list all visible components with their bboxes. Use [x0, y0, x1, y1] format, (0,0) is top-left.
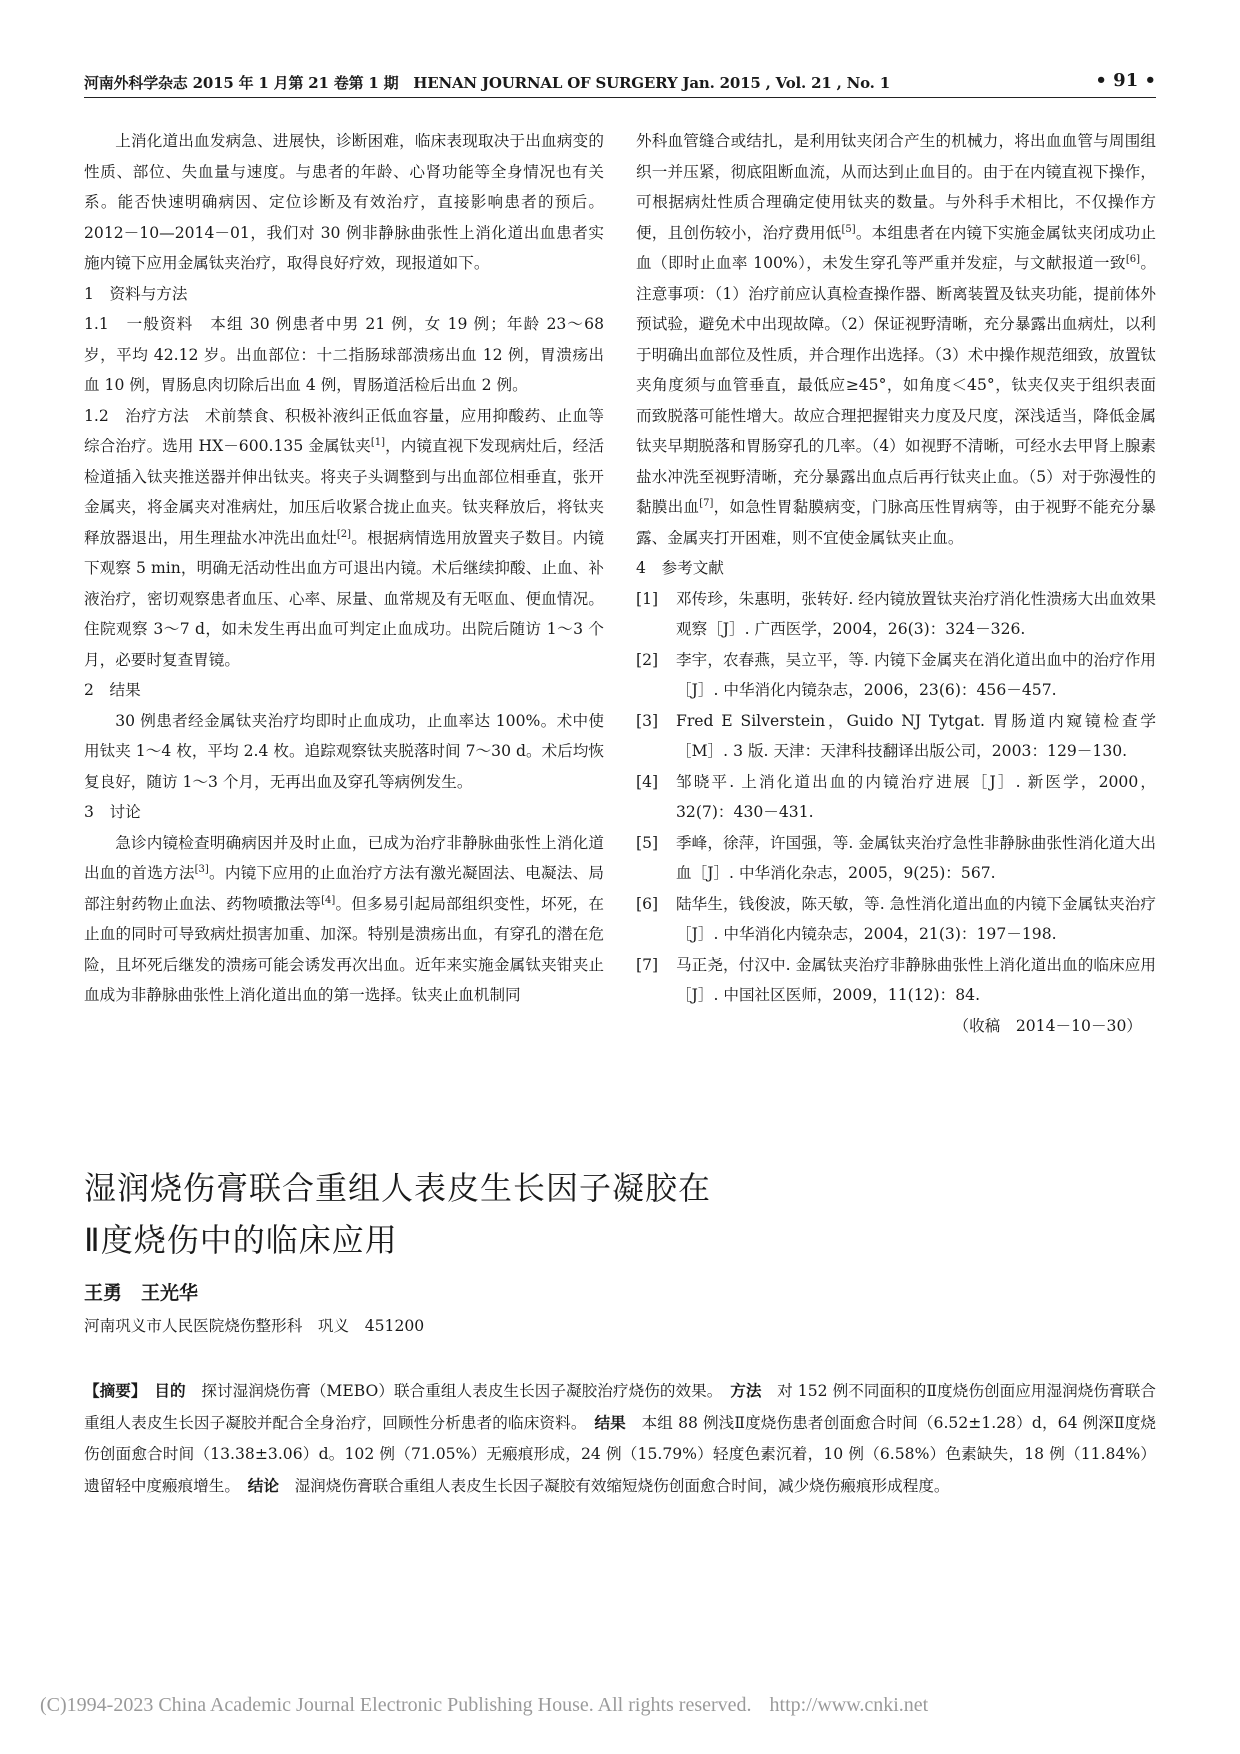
reference-number: [2]	[636, 650, 659, 669]
reference-number: [4]	[636, 772, 659, 791]
reference-text: 季峰，徐萍，许国强，等. 金属钛夹治疗急性非静脉曲张性消化道大出血［J］. 中华消化杂志，2005，9(25)：567.	[676, 833, 1156, 882]
reference-item	[636, 645, 1156, 706]
abstract	[84, 1375, 1156, 1502]
copyright-footer	[40, 1694, 1220, 1717]
section-1-2-text-b: ，内镜直视下发现病灶后，经活检道插入钛夹推送器并伸出钛夹。将夹子头调整到与出血部位相垂直，张开金属夹，将金属夹对准病灶，加压后收紧合拢止血夹。钛夹释放后，将钛夹释放器退出，用生理盐水冲洗出血灶	[84, 437, 604, 547]
left-column	[84, 126, 604, 1011]
abstract-result-label: 结果	[594, 1413, 626, 1432]
article-title-line-2: Ⅱ度烧伤中的临床应用	[84, 1221, 398, 1259]
article-title-line-1: 湿润烧伤膏联合重组人表皮生长因子凝胶在	[84, 1169, 712, 1207]
article-authors: 王勇 王光华	[84, 1282, 199, 1304]
reference-item	[636, 706, 1156, 767]
reference-text: 邹晓平. 上消化道出血的内镜治疗进展［J］. 新医学，2000，32(7)：430－431.	[676, 772, 1156, 821]
reference-item	[636, 767, 1156, 828]
section-3-text-b: 。内镜下应用的止血治疗方法有激光凝固法、电凝法、局部注射药物止血法、药物喷撒法等	[84, 864, 604, 913]
section-3-text-c: 。但多易引起局部组织变性，坏死，在止血的同时可导致病灶损害加重、加深。特别是溃疡出血，有穿孔的潜在危险，且坏死后继发的溃疡可能会诱发再次出血。近年来实施金属钛夹钳夹止血成为非静脉曲张性上消化道出血的第一选择。钛夹止血机制同	[84, 894, 604, 1004]
discussion-text-a: 外科血管缝合或结扎，是利用钛夹闭合产生的机械力，将出血血管与周围组织一并压紧，彻底阻断血流，从而达到止血目的。由于在内镜直视下操作，可根据病灶性质合理确定使用钛夹的数量。与外科手术相比，不仅操作方便，且创伤较小，治疗费用低	[636, 132, 1156, 242]
citation-6: [6]	[1125, 254, 1140, 265]
reference-number: [3]	[636, 711, 659, 730]
discussion-text-b: 。本组患者在内镜下实施金属钛夹闭成功止血（即时止血率 100%），未发生穿孔等严重并发症，与文献报道一致	[636, 223, 1156, 272]
abstract-conclusion-label: 结论	[247, 1476, 279, 1495]
citation-7: [7]	[699, 498, 714, 509]
article-affiliation: 河南巩义市人民医院烧伤整形科 巩义 451200	[84, 1317, 425, 1335]
copyright-text: (C)1994-2023 China Academic Journal Electronic Publishing House. All rights reserved.	[40, 1694, 752, 1716]
section-3-paragraph	[84, 828, 604, 1011]
right-column	[636, 126, 1156, 1041]
discussion-text-c: 。注意事项：（1）治疗前应认真检查操作器、断离装置及钛夹功能，提前体外预试验，避免术中出现故障。（2）保证视野清晰，充分暴露出血病灶，以利于明确出血部位及性质，并合理作出选择。（3）术中操作规范细致，放置钛夹角度须与血管垂直，最低应≥45°，如角度＜45°，钛夹仅夹于组织表面而致脱落可能性增大。故应合理把握钳夹力度及尺度，深浅适当，降低金属钛夹早期脱落和胃肠穿孔的几率。（4）如视野不清晰，可经水去甲肾上腺素盐水冲洗至视野清晰，充分暴露出血点后再行钛夹止血。（5）对于弥漫性的黏膜出血	[636, 254, 1156, 516]
journal-info: 河南外科学杂志 2015 年 1 月第 21 卷第 1 期 HENAN JOURNAL OF SURGERY Jan. 2015 , Vol. 21 , No. 1	[84, 74, 890, 92]
intro-paragraph: 上消化道出血发病急、进展快，诊断困难，临床表现取决于出血病变的性质、部位、失血量与速度。与患者的年龄、心肾功能等全身情况也有关系。能否快速明确病因、定位诊断及有效治疗，直接影响患者的预后。2012－10—2014－01，我们对 30 例非静脉曲张性上消化道出血患者实施内镜下应用金属钛夹治疗，取得良好疗效，现报道如下。	[84, 132, 604, 272]
reference-item	[636, 584, 1156, 645]
abstract-objective-label: 目的	[154, 1381, 186, 1400]
citation-5: [5]	[841, 223, 856, 235]
reference-text: 邓传珍，朱惠明，张转好. 经内镜放置钛夹治疗消化性溃疡大出血效果观察［J］. 广西医学，2004，26(3)：324－326.	[676, 589, 1156, 638]
reference-text: 李宇，农春燕，吴立平，等. 内镜下金属夹在消化道出血中的治疗作用［J］. 中华消化内镜杂志，2006，23(6)：456－457.	[676, 650, 1156, 699]
discussion-continued	[636, 126, 1156, 553]
reference-number: [1]	[636, 589, 659, 608]
section-1-title: 1 资料与方法	[84, 284, 188, 303]
abstract-label: 【摘要】	[84, 1381, 139, 1400]
header-rule	[84, 97, 1156, 98]
section-2-title: 2 结果	[84, 681, 141, 699]
running-header	[84, 70, 1156, 96]
reference-number: [7]	[636, 955, 659, 974]
citation-2: [2]	[336, 528, 352, 540]
references-title: 4 参考文献	[636, 559, 724, 577]
abstract-conclusion: 湿润烧伤膏联合重组人表皮生长因子凝胶有效缩短烧伤创面愈合时间，减少烧伤瘢痕形成程度。	[294, 1477, 950, 1495]
section-1-2-paragraph	[84, 401, 604, 676]
reference-text: 马正尧，付汉中. 金属钛夹治疗非静脉曲张性上消化道出血的临床应用［J］. 中国社区医师，2009，11(12)：84.	[676, 955, 1156, 1004]
section-1-1-paragraph: 1.1 一般资料 本组 30 例患者中男 21 例，女 19 例；年龄 23～68 岁，平均 42.12 岁。出血部位：十二指肠球部溃疡出血 12 例，胃溃疡出血 10 例，胃肠息肉切除后出血 4 例，胃肠道活检后出血 2 例。	[84, 315, 604, 394]
page-number: • 91 •	[1095, 70, 1156, 91]
citation-1: [1]	[370, 437, 386, 448]
abstract-method-label: 方法	[730, 1381, 762, 1400]
abstract-result: 本组 88 例浅Ⅱ度烧伤患者创面愈合时间（6.52±1.28）d，64 例深Ⅱ度烧伤创面愈合时间（13.38±3.06）d。102 例（71.05%）无瘢痕形成，24 例（15.79%）轻度色素沉着，10 例（6.58%）色素缺失，18 例（11.84%）遗留轻中度瘢痕增生。	[84, 1414, 1156, 1495]
section-3-title: 3 讨论	[84, 803, 141, 821]
received-date: （收稿 2014－10－30）	[953, 1016, 1142, 1035]
reference-item	[636, 950, 1156, 1011]
section-3-text-a: 急诊内镜检查明确病因并及时止血，已成为治疗非静脉曲张性上消化道出血的首选方法	[84, 833, 604, 882]
reference-number: [5]	[636, 833, 659, 852]
reference-item	[636, 828, 1156, 889]
article-title	[84, 1162, 1156, 1266]
cnki-url: http://www.cnki.net	[769, 1694, 929, 1716]
abstract-method: 对 152 例不同面积的Ⅱ度烧伤创面应用湿润烧伤膏联合重组人表皮生长因子凝胶并配合全身治疗，回顾性分析患者的临床资料。	[84, 1382, 1156, 1432]
discussion-text-d: ，如急性胃黏膜病变，门脉高压性胃病等，由于视野不能充分暴露、金属夹打开困难，则不宜使金属钛夹止血。	[636, 498, 1156, 547]
reference-list	[636, 584, 1156, 1011]
section-1-2-text-c: 。根据病情选用放置夹子数目。内镜下观察 5 min，明确无活动性出血方可退出内镜。术后继续抑酸、止血、补液治疗，密切观察患者血压、心率、尿量、血常规及有无呕血、便血情况。住院观察 3～7 d，如未发生再出血可判定止血成功。出院后随访 1～3 个月，必要时复查胃镜。	[84, 528, 604, 669]
abstract-objective: 探讨湿润烧伤膏（MEBO）联合重组人表皮生长因子凝胶治疗烧伤的效果。	[201, 1382, 715, 1400]
citation-4: [4]	[321, 894, 336, 906]
section-1-2-text-a: 1.2 治疗方法 术前禁食、积极补液纠正低血容量，应用抑酸药、止血等综合治疗。选用 HX－600.135 金属钛夹	[84, 406, 604, 455]
reference-text: Fred E Silverstein，Guido NJ Tytgat. 胃肠道内窥镜检查学［M］. 3 版. 天津：天津科技翻译出版公司，2003：129－130.	[676, 711, 1156, 760]
reference-text: 陆华生，钱俊波，陈天敏，等. 急性消化道出血的内镜下金属钛夹治疗［J］. 中华消化内镜杂志，2004，21(3)：197－198.	[676, 894, 1156, 943]
citation-3: [3]	[194, 864, 209, 875]
reference-item	[636, 889, 1156, 950]
reference-number: [6]	[636, 894, 659, 913]
section-2-paragraph: 30 例患者经金属钛夹治疗均即时止血成功，止血率达 100%。术中使用钛夹 1～4 枚，平均 2.4 枚。追踪观察钛夹脱落时间 7～30 d。术后均恢复良好，随访 1～3 个月，无再出血及穿孔等病例发生。	[84, 711, 604, 791]
